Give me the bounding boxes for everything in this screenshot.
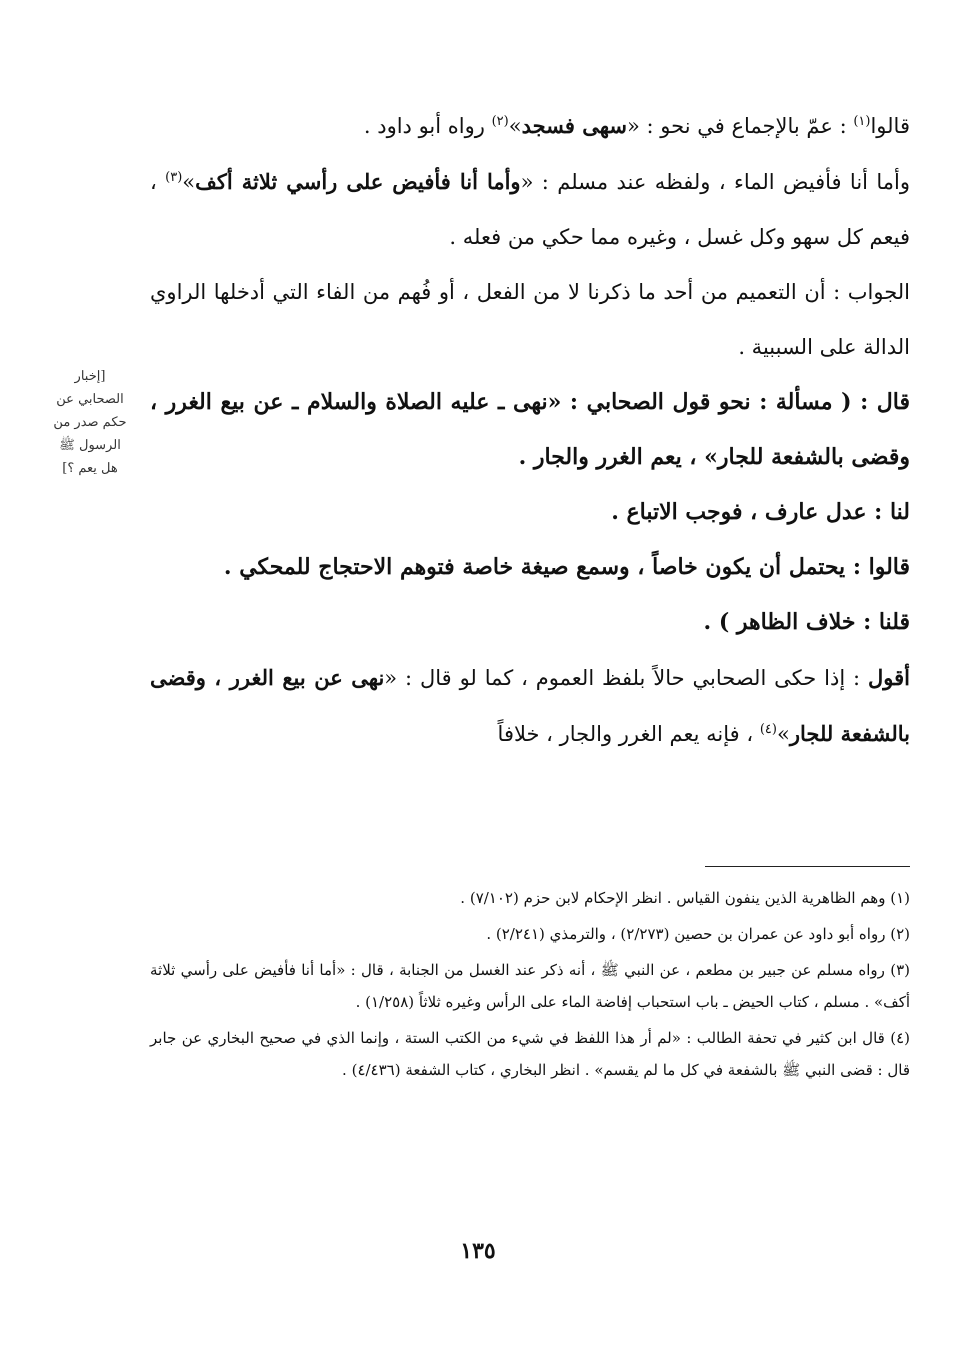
hadith-quote: وأما أنا فأفيض على رأسي ثلاثة أكف [195,169,521,194]
paragraph-1: قالوا$^{(١)}$ : عمّ بالإجماع في نحو : «سهى فسجد»$^{(٢)}$ رواه أبو داود . [363,113,910,138]
paragraph-5-matn: لنا : عدل عارف ، فوجب الاتباع . [611,499,910,525]
footnote-ref-4: (٤) [759,722,777,737]
page-number: ١٣٥ [460,1238,496,1264]
margin-note: [إخبار الصحابي عن حكم صدر من الرسول ﷺ هل يعم ؟] [53,369,127,476]
paragraph-4-matn: قال : ( مسألة : نحو قول الصحابي : «نهى ـ عليه الصلاة والسلام ـ عن بيع الغرر ، وقضى بالشفعة للجار» ، يعم الغرر والجار . [150,389,910,470]
paragraph-3: الجواب : أن التعميم من أحد ما ذكرنا لا من الفعل ، أو فُهم من الفاء التي أدخلها الراوي الدالة على السببية . [150,280,910,359]
footnote-3: (٣) رواه مسلم عن جبير بن مطعم ، عن النبي ﷺ ، أنه ذكر عند الغسل من الجنابة ، قال : «أما أنا فأفيض على رأسي ثلاثة أكف» . مسلم ، كتاب الحيض ـ باب استحباب إفاضة الماء على الرأس وغيره ثلاثاً (١/٢٥٨) . [150,961,910,1011]
paragraph-label: أقول [868,665,910,690]
paragraph-6-matn: قالوا : يحتمل أن يكون خاصاً ، وسمع صيغة خاصة فتوهم الاحتجاج للمحكي . [223,554,910,580]
footnote-ref-2: (٢) [491,114,509,129]
main-text [150,98,910,762]
paragraph-7-matn: قلنا : خلاف الظاهر ) . [703,609,910,635]
footnote-divider [705,866,910,867]
hadith-quote: نهى عن بيع الغرر ، وقضى بالشفعة للجار [150,665,910,746]
footnote-ref-1: (١) [853,114,871,129]
footnote-ref-3: (٣) [165,170,183,185]
paragraph-2: وأما أنا فأفيض الماء ، ولفظه عند مسلم : «وأما أنا فأفيض على رأسي ثلاثة أكف»$^{(٣)}$ ، فيعم كل سهو وكل غسل ، وغيره مما حكي من فعله . [150,169,910,249]
hadith-quote: سهى فسجد [521,113,628,138]
footnotes [150,882,910,1090]
footnote-2: (٢) رواه أبو داود عن عمران بن حصين (٢/٢٧٣) ، والترمذي (٢/٢٤١) . [486,925,910,943]
footnote-1: (١) وهم الظاهرية الذين ينفون القياس . انظر الإحكام لابن حزم (٧/١٠٢) . [460,889,910,907]
paragraph-8: أقول : إذا حكى الصحابي حالاً بلفظ العموم ، كما لو قال : «نهى عن بيع الغرر ، وقضى بالشفعة للجار»$^{(٤)}$ ، فإنه يعم الغرر والجار ، خلافاً [150,665,910,746]
footnote-4: (٤) قال ابن كثير في تحفة الطالب : «لم أر هذا اللفظ في شيء من الكتب الستة ، وإنما الذي في صحيح البخاري عن جابر قال : قضى النبي ﷺ بالشفعة في كل ما لم يقسم» . انظر البخاري ، كتاب الشفعة (٤/٤٣٦) . [150,1029,910,1079]
